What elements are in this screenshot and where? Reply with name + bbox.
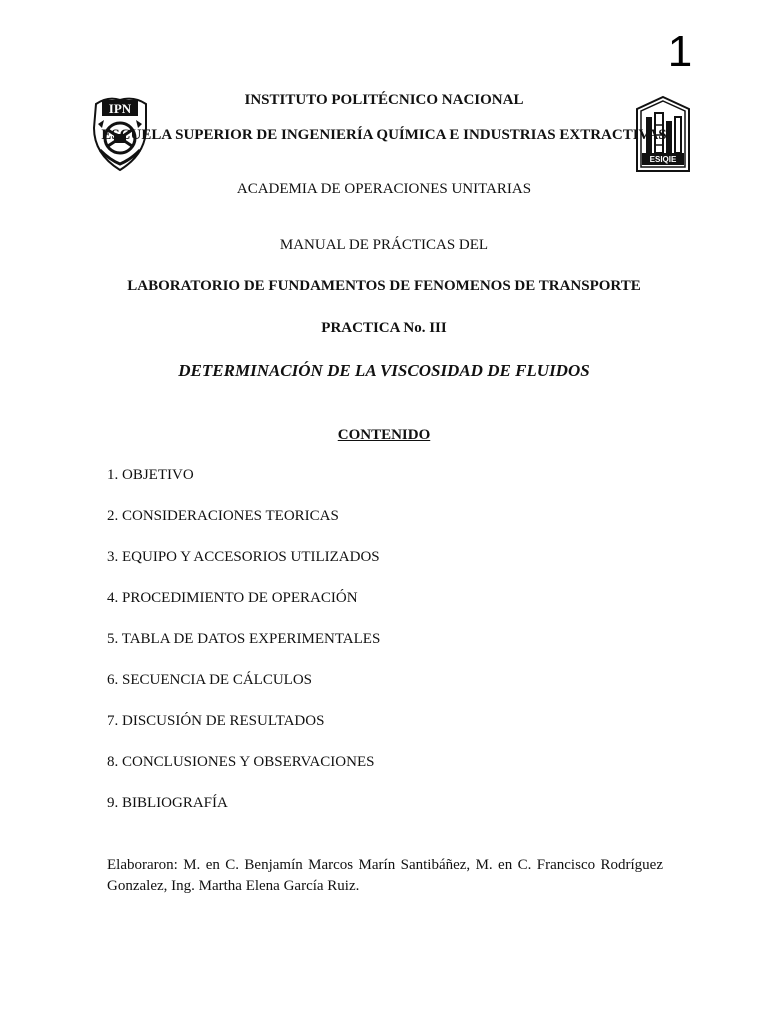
svg-text:ESIQIE: ESIQIE: [649, 155, 677, 164]
manual-title: MANUAL DE PRÁCTICAS DEL: [279, 237, 489, 253]
school-name: ESCUELA SUPERIOR DE INGENIERÍA QUÍMICA E INDUSTRIAS EXTRACTIVAS: [101, 127, 667, 143]
contents-item: 1. OBJETIVO: [107, 467, 194, 483]
authors-credits: Elaboraron: M. en C. Benjamín Marcos Marín Santibáñez, M. en C. Francisco Rodríguez Gonzalez, Ing. Martha Elena García Ruiz.: [107, 857, 663, 894]
contents-item: 3. EQUIPO Y ACCESORIOS UTILIZADOS: [107, 549, 380, 565]
page-number: 1: [667, 27, 693, 76]
practice-number: PRACTICA No. III: [321, 320, 447, 336]
laboratory-name: LABORATORIO DE FUNDAMENTOS DE FENOMENOS DE TRANSPORTE: [127, 278, 641, 294]
svg-text:IPN: IPN: [108, 101, 132, 116]
practice-subject: DETERMINACIÓN DE LA VISCOSIDAD DE FLUIDOS: [178, 361, 590, 380]
contents-item: 9. BIBLIOGRAFÍA: [107, 795, 228, 811]
contents-list: [107, 466, 380, 835]
contents-item: 8. CONCLUSIONES Y OBSERVACIONES: [107, 754, 375, 770]
contents-item: 6. SECUENCIA DE CÁLCULOS: [107, 672, 313, 688]
contents-heading: CONTENIDO: [337, 427, 431, 443]
contents-item: 7. DISCUSIÓN DE RESULTADOS: [107, 713, 325, 729]
contents-item: 5. TABLA DE DATOS EXPERIMENTALES: [107, 631, 381, 647]
academy-name: ACADEMIA DE OPERACIONES UNITARIAS: [236, 181, 532, 197]
institution-name: INSTITUTO POLITÉCNICO NACIONAL: [244, 92, 524, 108]
contents-item: 2. CONSIDERACIONES TEORICAS: [107, 508, 339, 524]
contents-item: 4. PROCEDIMIENTO DE OPERACIÓN: [107, 590, 358, 606]
